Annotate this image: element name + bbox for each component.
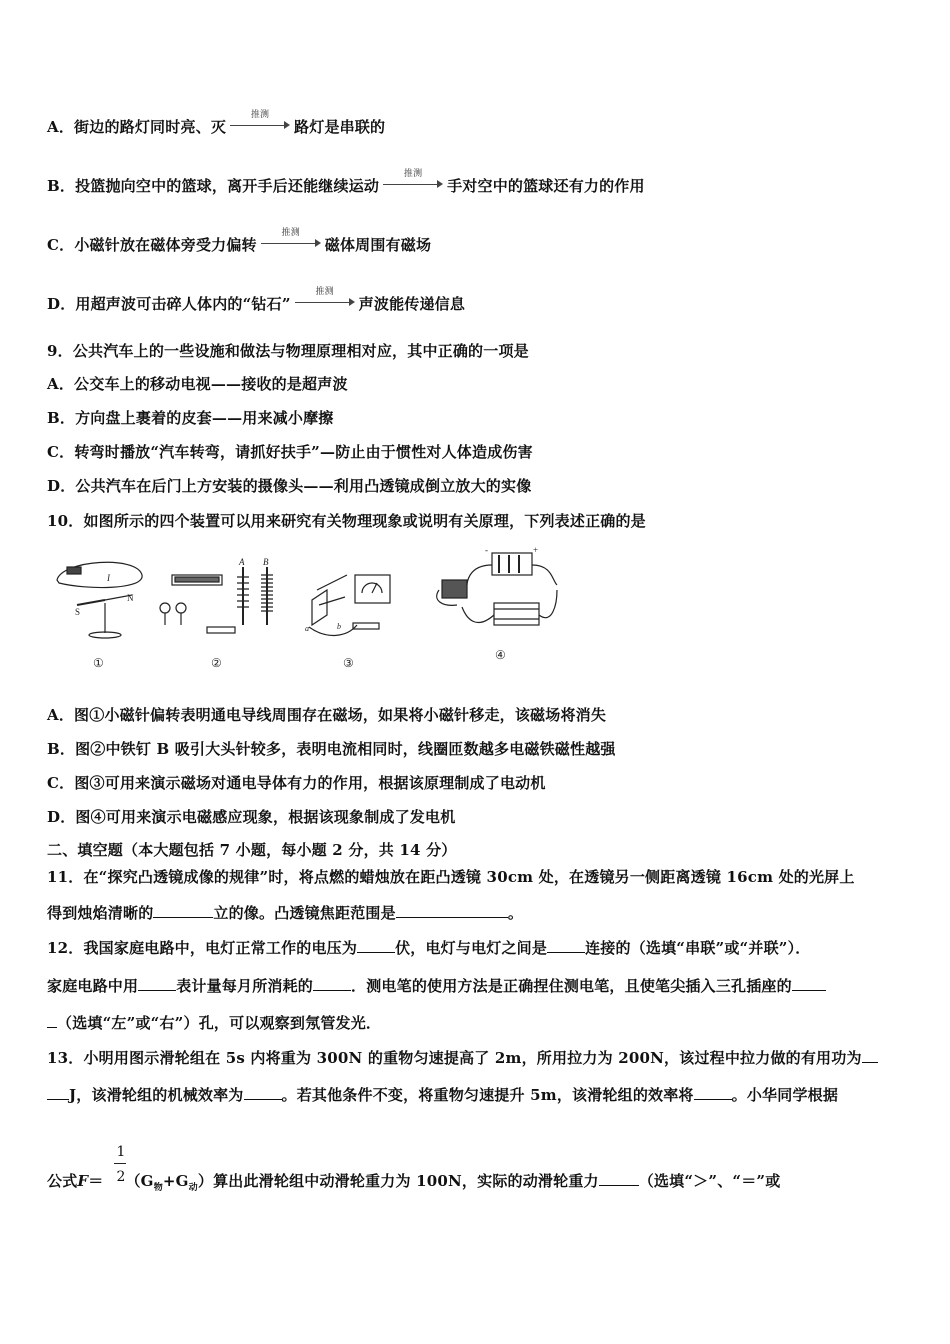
q12-line-2 [47, 975, 826, 996]
q12-blank-5[interactable] [792, 989, 826, 991]
q12-text-b: 伏，电灯与电灯之间是 [395, 939, 548, 957]
q10-option-c: C．图③可用来演示磁场对通电导体有力的作用，根据该原理制成了电动机 [47, 774, 546, 792]
q8-option-b-pre: B．投篮抛向空中的篮球，离开手后还能继续运动 [47, 177, 380, 195]
formula-equals: ＝ [88, 1172, 104, 1190]
q11-blank-2[interactable] [396, 916, 508, 918]
infer-arrow-icon [230, 110, 290, 135]
fig3-a-label: a [305, 624, 309, 633]
q8-option-a [47, 110, 386, 137]
q8-option-d-post: 声波能传递信息 [358, 295, 466, 313]
q8-option-c-post: 磁体周围有磁场 [324, 236, 432, 254]
q13-blank-1[interactable] [862, 1061, 878, 1063]
q12-text-a: 12．我国家庭电路中，电灯正常工作的电压为 [47, 939, 358, 957]
q9-option-c: C．转弯时播放“汽车转弯，请抓好扶手”—防止由于惯性对人体造成伤害 [47, 443, 533, 461]
fraction-denominator: 2 [116, 1169, 126, 1185]
q12-blank-2[interactable] [547, 951, 585, 953]
infer-arrow-icon [383, 169, 443, 194]
section-2-title: 二、填空题（本大题包括 7 小题，每小题 2 分，共 14 分） [47, 841, 457, 859]
q8-option-a-post: 路灯是串联的 [294, 118, 386, 136]
q13-line-3 [47, 1170, 780, 1193]
infer-arrow-icon [295, 287, 355, 312]
q11-text-b: 立的像。凸透镜焦距范围是 [213, 904, 396, 922]
q8-option-c-pre: C．小磁针放在磁体旁受力偏转 [47, 236, 257, 254]
q12-text-d: 家庭电路中用 [47, 977, 139, 995]
figure-1-compass-wire [57, 562, 142, 670]
figure-2-electromagnets [160, 557, 273, 670]
fig1-n-label: N [127, 593, 134, 603]
fig3-b-label: b [337, 622, 341, 631]
q13-text-e: 公式 [47, 1172, 78, 1190]
q12-text-e: 表计量每月所消耗的 [176, 977, 314, 995]
q10-option-b: B．图②中铁钉 B 吸引大头针较多，表明电流相同时，线圈匝数越多电磁铁磁性越强 [47, 740, 616, 758]
q11-text-c: 。 [507, 904, 524, 922]
q11-line-1: 11．在“探究凸透镜成像的规律”时，将点燃的蜡烛放在距凸透镜 30cm 处，在透镜另一侧距离透镜 16cm 处的光屏上 [47, 868, 855, 886]
q12-text-c: 连接的（选填“串联”或“并联”）． [585, 939, 811, 957]
infer-arrow-icon [261, 228, 321, 253]
q9-option-a: A．公交车上的移动电视——接收的是超声波 [47, 375, 348, 393]
fig4-minus-label: - [485, 545, 488, 555]
q12-blank-1[interactable] [357, 951, 395, 953]
formula-sub-dong: 动 [188, 1183, 198, 1193]
q13-blank-2[interactable] [244, 1098, 282, 1100]
q8-option-b-post: 手对空中的篮球还有力的作用 [447, 177, 645, 195]
q11-line-2 [47, 902, 523, 923]
q13-text-c: 。若其他条件不变，将重物匀速提升 5m，该滑轮组的效率将 [281, 1086, 694, 1104]
q9-stem: 9．公共汽车上的一些设施和做法与物理原理相对应，其中正确的一项是 [47, 342, 529, 360]
q13-line-2 [47, 1084, 838, 1105]
q10-option-d: D．图④可用来演示电磁感应现象，根据该现象制成了发电机 [47, 808, 456, 826]
formula-plus-g: +G [162, 1172, 189, 1190]
figure-4-battery-rails [437, 545, 557, 662]
q10-figures [47, 545, 567, 675]
q13-line-1 [47, 1047, 878, 1068]
q13-text-g: （选填“＞”、“＝”或 [638, 1172, 781, 1190]
figure-1-label: ① [93, 656, 104, 670]
q8-option-b [47, 169, 645, 196]
fig1-s-label: S [75, 607, 81, 617]
figure-3-conductor-magnet [305, 575, 390, 670]
formula-sub-wu: 物 [153, 1183, 163, 1193]
q9-option-d: D．公共汽车在后门上方安装的摄像头——利用凸透镜成倒立放大的实像 [47, 477, 532, 495]
q13-text-a: 13．小明用图示滑轮组在 5s 内将重为 300N 的重物匀速提高了 2m，所用拉力为 200N，该过程中拉力做的有用功为 [47, 1049, 862, 1067]
infer-arrow-label: 推测 [403, 169, 423, 179]
q12-line-3 [47, 1012, 381, 1033]
fraction-bar [114, 1163, 126, 1164]
infer-arrow-label: 推测 [250, 110, 270, 120]
q12-blank-3[interactable] [138, 989, 176, 991]
fig4-plus-label: + [533, 545, 539, 555]
q13-text-f: ）算出此滑轮组中动滑轮重力为 100N，实际的动滑轮重力 [197, 1172, 599, 1190]
q12-line-1 [47, 937, 811, 958]
q13-blank-3[interactable] [694, 1098, 732, 1100]
fig2-a-label: A [239, 557, 245, 567]
q8-option-d [47, 287, 466, 314]
q12-text-g: （选填“左”或“右”）孔，可以观察到氖管发光． [57, 1014, 382, 1032]
q9-option-b: B．方向盘上裹着的皮套——用来减小摩擦 [47, 409, 334, 427]
q12-text-f: ．测电笔的使用方法是正确捏住测电笔，且使笔尖插入三孔插座的 [351, 977, 792, 995]
fig1-i-label: I [107, 573, 110, 583]
formula-g-open: （G [125, 1172, 154, 1190]
fraction-numerator: 1 [116, 1144, 126, 1160]
q13-blank-4[interactable] [599, 1184, 639, 1186]
infer-arrow-label: 推测 [281, 228, 300, 238]
q13-blank-1-cont[interactable] [47, 1098, 69, 1100]
figure-3-label: ③ [343, 656, 354, 670]
figure-2-label: ② [211, 656, 222, 670]
figure-4-label: ④ [495, 648, 506, 662]
q13-text-d: 。小华同学根据 [731, 1086, 839, 1104]
formula-f: F [77, 1172, 89, 1190]
q12-blank-5-cont[interactable] [47, 1026, 57, 1028]
q8-option-c [47, 228, 432, 255]
infer-arrow-label: 推测 [315, 287, 334, 297]
q10-stem: 10．如图所示的四个装置可以用来研究有关物理现象或说明有关原理，下列表述正确的是 [47, 512, 646, 530]
q8-option-a-pre: A．街边的路灯同时亮、灭 [47, 118, 227, 136]
fig2-b-label: B [263, 557, 269, 567]
q12-blank-4[interactable] [313, 989, 351, 991]
q11-text-a: 得到烛焰清晰的 [47, 904, 154, 922]
q11-blank-1[interactable] [153, 916, 213, 918]
q10-option-a: A．图①小磁针偏转表明通电导线周围存在磁场，如果将小磁针移走，该磁场将消失 [47, 706, 607, 724]
q13-text-b: J，该滑轮组的机械效率为 [69, 1086, 244, 1104]
q8-option-d-pre: D．用超声波可击碎人体内的“钻石” [47, 295, 291, 313]
